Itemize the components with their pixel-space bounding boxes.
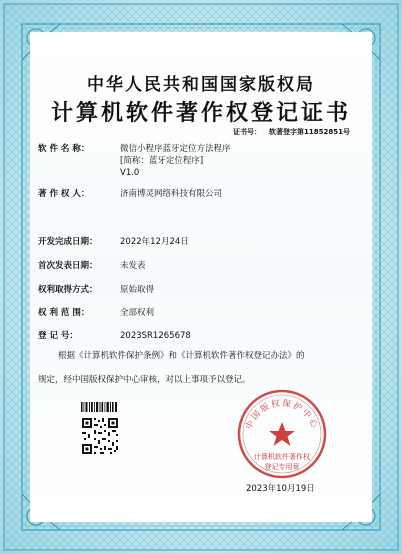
copyright-owner-value: 济南博灵网络科技有限公司 (120, 189, 223, 199)
software-version: V1.0 (120, 168, 140, 178)
software-name-value-group (120, 143, 231, 179)
seal-label-line-2: 登记专用章 (264, 463, 300, 471)
software-short-name: [简称：蓝牙定位程序] (120, 156, 204, 166)
row-rights-scope (38, 307, 154, 319)
issuer-title: 中华人民共和国国家版权局 (87, 75, 315, 95)
first-publication-label: 首次发表日期： (38, 261, 98, 271)
completion-date-value: 2022年12月24日 (120, 237, 189, 247)
registration-no-value: 2023SR1265678 (120, 331, 191, 341)
software-name: 微信小程序蓝牙定位方法程序 (120, 144, 231, 154)
statement-line-2: 规定，经中国版权保护中心审核，对以上事项予以登记。 (38, 375, 251, 385)
statement-paragraph (38, 344, 368, 392)
issue-date: 2023年10月19日 (246, 484, 315, 494)
row-copyright-owner (38, 188, 222, 200)
rights-scope-label: 权 利 范 围： (38, 308, 90, 318)
acquisition-method-value: 原始取得 (120, 285, 155, 295)
registration-no-label: 登 记 号： (38, 331, 78, 341)
certificate-number-label: 证书号： (233, 128, 262, 136)
qr-code-icon (80, 400, 120, 458)
seal-arc-text: 中国版权保护中心 (244, 398, 320, 432)
completion-date-label: 开发完成日期： (38, 237, 98, 247)
certificate-title: 计算机软件著作权登记证书 (50, 100, 351, 126)
copyright-owner-label: 著 作 权 人： (38, 189, 90, 199)
seal-label-line-1: 计算机软件著作权 (254, 453, 310, 461)
rights-scope-value: 全部权利 (120, 308, 155, 318)
certificate-number-value: 软著登字第11852851号 (269, 128, 350, 136)
row-acquisition-method (38, 284, 154, 296)
certificate-number (233, 127, 350, 137)
row-first-publication (38, 260, 146, 272)
row-software-name (38, 143, 231, 179)
statement-line-1: 根据《计算机软件保护条例》和《计算机软件著作权登记办法》的 (58, 351, 305, 361)
row-registration-no (38, 330, 191, 342)
software-name-label: 软 件 名 称： (38, 144, 90, 154)
first-publication-value: 未发表 (120, 261, 146, 271)
acquisition-method-label: 权利取得方式： (38, 285, 98, 295)
row-completion-date (38, 236, 189, 248)
